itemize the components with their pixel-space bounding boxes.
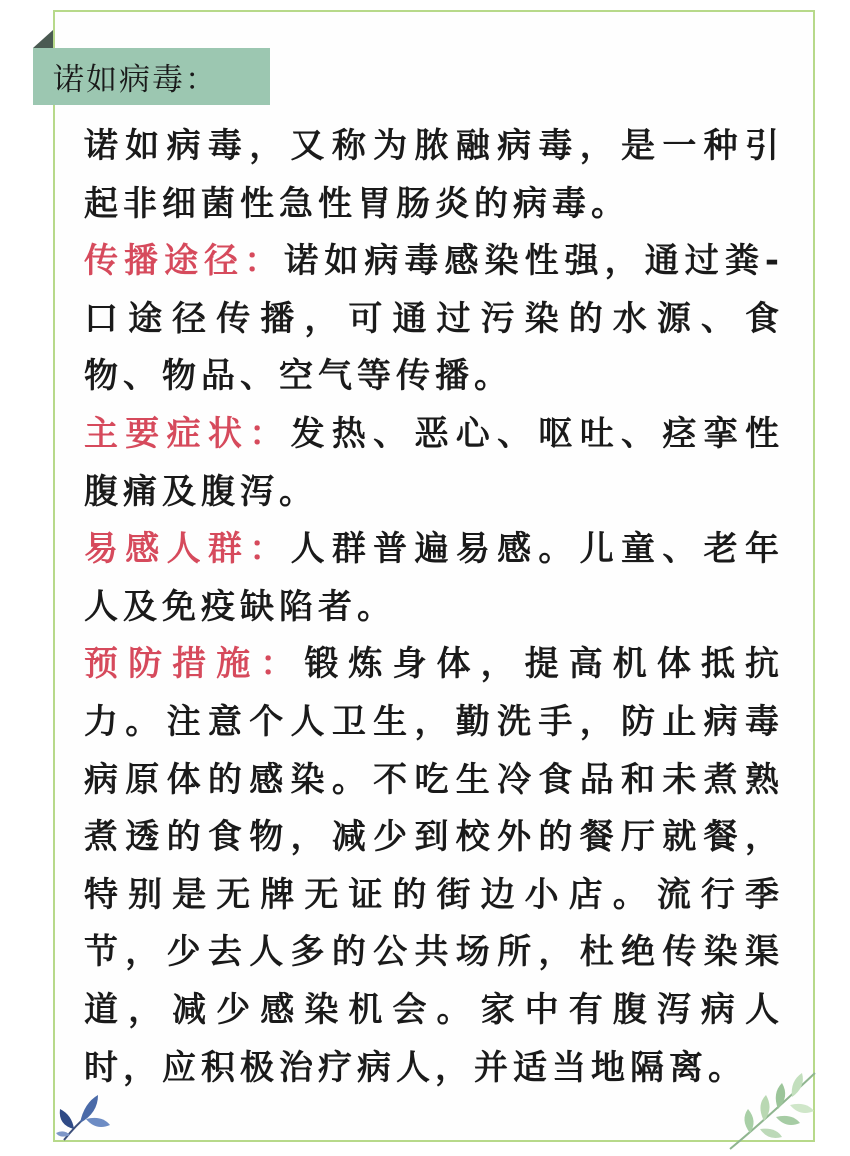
section-label: 预防措施： xyxy=(84,644,305,685)
section-text: 人群普遍易感。儿童、老年人及免疫缺陷者。 xyxy=(84,529,784,627)
section-susceptible xyxy=(84,521,784,636)
section-symptoms xyxy=(84,406,784,521)
intro-paragraph: 诺如病毒，又称为脓融病毒，是一种引起非细菌性急性胃肠炎的病毒。 xyxy=(84,126,784,224)
section-label: 易感人群： xyxy=(84,529,291,570)
section-text: 锻炼身体，提高机体抵抗力。注意个人卫生，勤洗手，防止病毒病原体的感染。不吃生冷食品和未煮熟煮透的食物，减少到校外的餐厅就餐，特别是无牌无证的街边小店。流行季节，少去人多的公共场所，杜绝传染渠道，减少感染机会。家中有腹泻病人时，应积极治疗病人，并适当地隔离。 xyxy=(84,644,785,1088)
leaf-branch-icon xyxy=(720,1065,820,1150)
page-title: 诺如病毒： xyxy=(53,62,218,98)
section-label: 主要症状： xyxy=(84,413,291,454)
section-text: 发热、恶心、呕吐、痉挛性腹痛及腹泻。 xyxy=(84,413,784,512)
leaf-sprig-icon xyxy=(54,1085,114,1145)
section-prevention xyxy=(84,636,784,1097)
title-tab-fold xyxy=(33,30,53,48)
section-transmission xyxy=(84,233,784,406)
section-label: 传播途径： xyxy=(84,241,285,282)
article-body xyxy=(84,118,784,1097)
section-text: 诺如病毒感染性强，通过粪-口途径传播，可通过污染的水源、食物、物品、空气等传播。 xyxy=(84,241,784,397)
title-banner xyxy=(33,48,270,105)
